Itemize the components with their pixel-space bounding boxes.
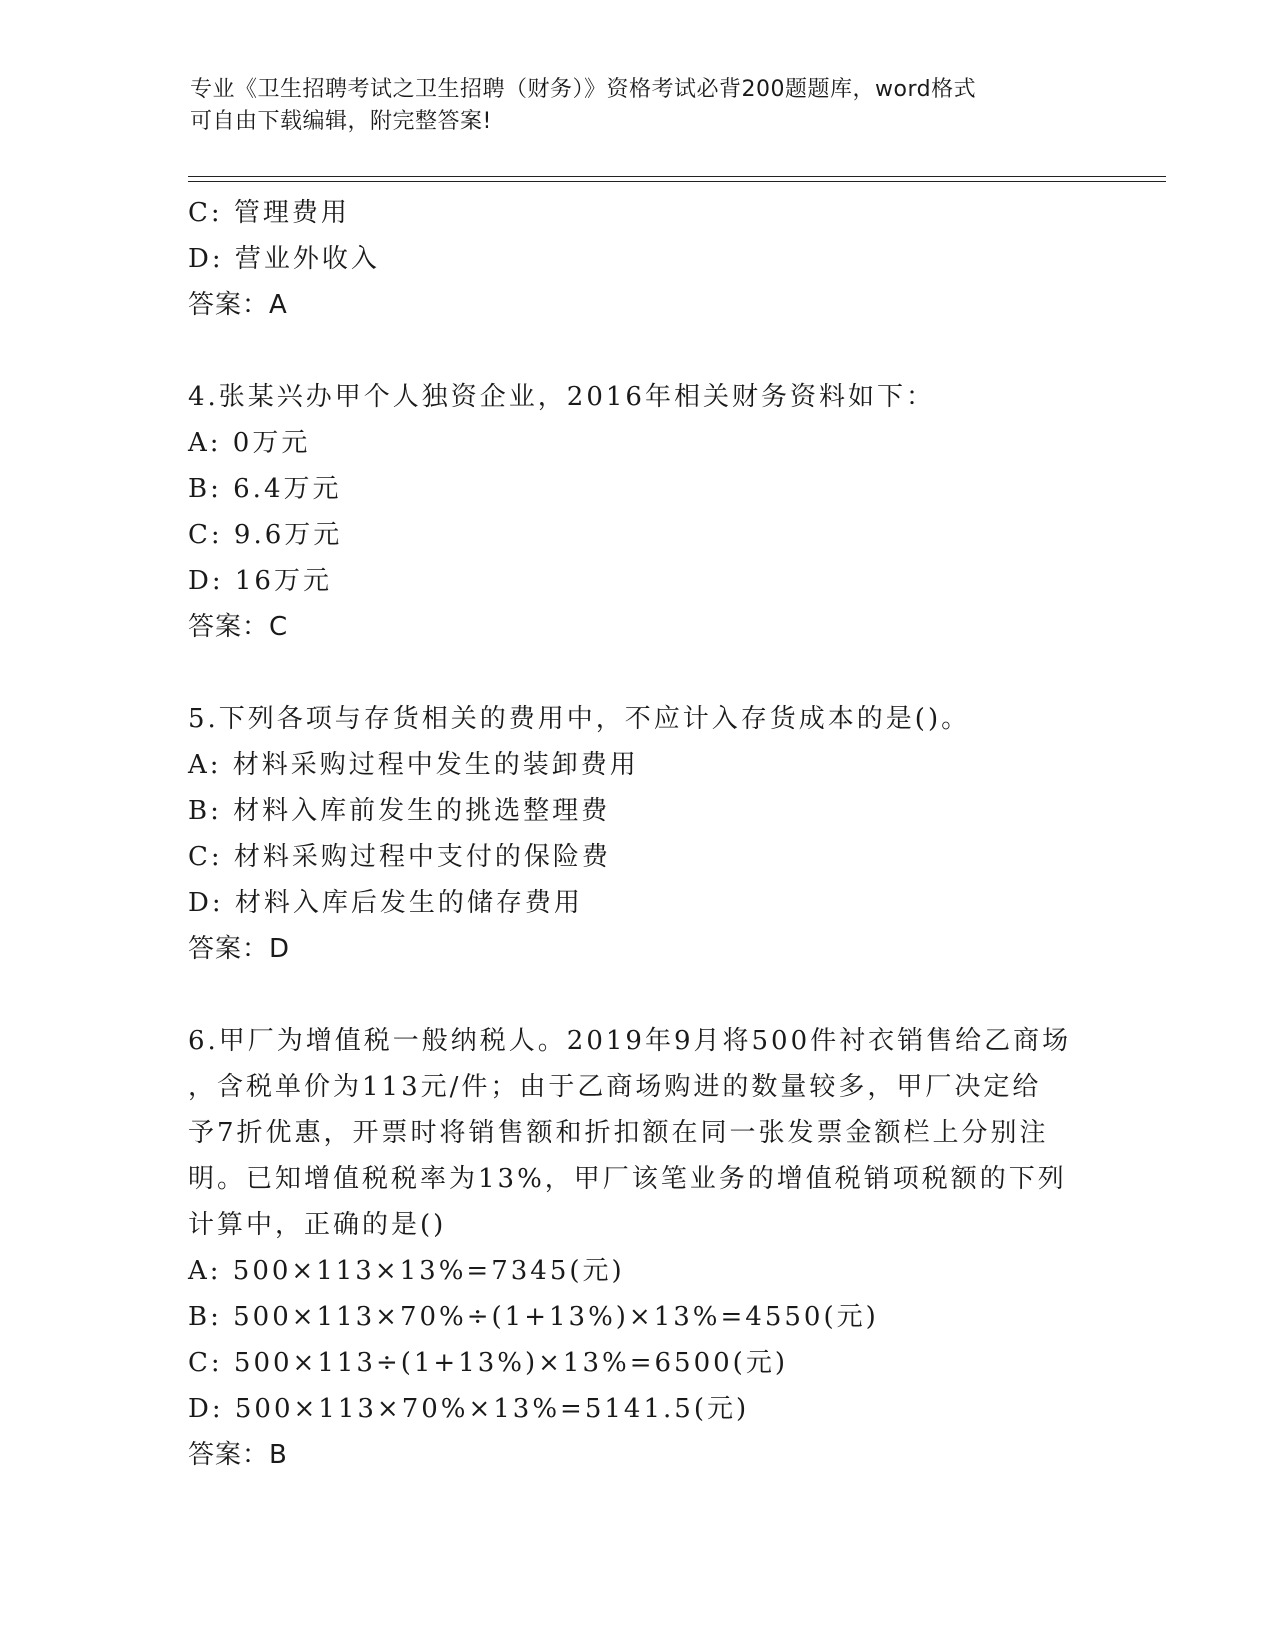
- q4-option-a: A: 0万元: [188, 428, 311, 458]
- q4-answer: 答案：C: [188, 612, 289, 642]
- q4-option-b: B: 6.4万元: [188, 474, 342, 504]
- q6-option-c: C: 500×113÷(1+13%)×13%=6500(元): [188, 1348, 788, 1378]
- q3-option-d: D: 营业外收入: [188, 244, 380, 274]
- q6-option-a: A: 500×113×13%=7345(元): [188, 1256, 625, 1286]
- q6-stem-line: 予7折优惠，开票时将销售额和折扣额在同一张发票金额栏上分别注: [188, 1118, 1049, 1148]
- q4-option-d: D: 16万元: [188, 566, 332, 596]
- header-title-line-1: 专业《卫生招聘考试之卫生招聘（财务）》资格考试必背200题题库，word格式: [190, 77, 977, 102]
- question-5: [188, 696, 1088, 972]
- q5-option-c: C: 材料采购过程中支付的保险费: [188, 842, 611, 872]
- q3-answer: 答案：A: [188, 290, 288, 320]
- q6-stem-line: 明。已知增值税税率为13%，甲厂该笔业务的增值税销项税额的下列: [188, 1164, 1067, 1194]
- q6-option-d: D: 500×113×70%×13%=5141.5(元): [188, 1394, 750, 1424]
- document-body: [188, 190, 1088, 1478]
- question-6: [188, 1018, 1088, 1478]
- q5-stem: 5.下列各项与存货相关的费用中，不应计入存货成本的是()。: [188, 704, 971, 734]
- q6-option-b: B: 500×113×70%÷(1+13%)×13%=4550(元): [188, 1302, 879, 1332]
- q5-option-d: D: 材料入库后发生的储存费用: [188, 888, 583, 918]
- header-divider-top: [188, 176, 1166, 177]
- q6-answer: 答案：B: [188, 1440, 288, 1470]
- spacer: [188, 328, 1088, 374]
- question-4: [188, 374, 1088, 650]
- q5-option-a: A: 材料采购过程中发生的装卸费用: [188, 750, 639, 780]
- q4-option-c: C: 9.6万元: [188, 520, 343, 550]
- header-title-line-2: 可自由下载编辑，附完整答案!: [190, 109, 492, 134]
- q6-stem-line: ，含税单价为113元/件；由于乙商场购进的数量较多，甲厂决定给: [188, 1072, 1042, 1102]
- document-header: [190, 74, 1090, 138]
- q6-stem-line: 6.甲厂为增值税一般纳税人。2019年9月将500件衬衣销售给乙商场: [188, 1026, 1072, 1056]
- question-3: [188, 190, 1088, 328]
- spacer: [188, 972, 1088, 1018]
- q5-option-b: B: 材料入库前发生的挑选整理费: [188, 796, 611, 826]
- header-divider-bottom: [188, 181, 1166, 182]
- q6-stem-line: 计算中，正确的是(): [188, 1210, 447, 1240]
- q4-stem: 4.张某兴办甲个人独资企业，2016年相关财务资料如下：: [188, 382, 935, 412]
- q5-answer: 答案：D: [188, 934, 291, 964]
- spacer: [188, 650, 1088, 696]
- q3-option-c: C: 管理费用: [188, 198, 350, 228]
